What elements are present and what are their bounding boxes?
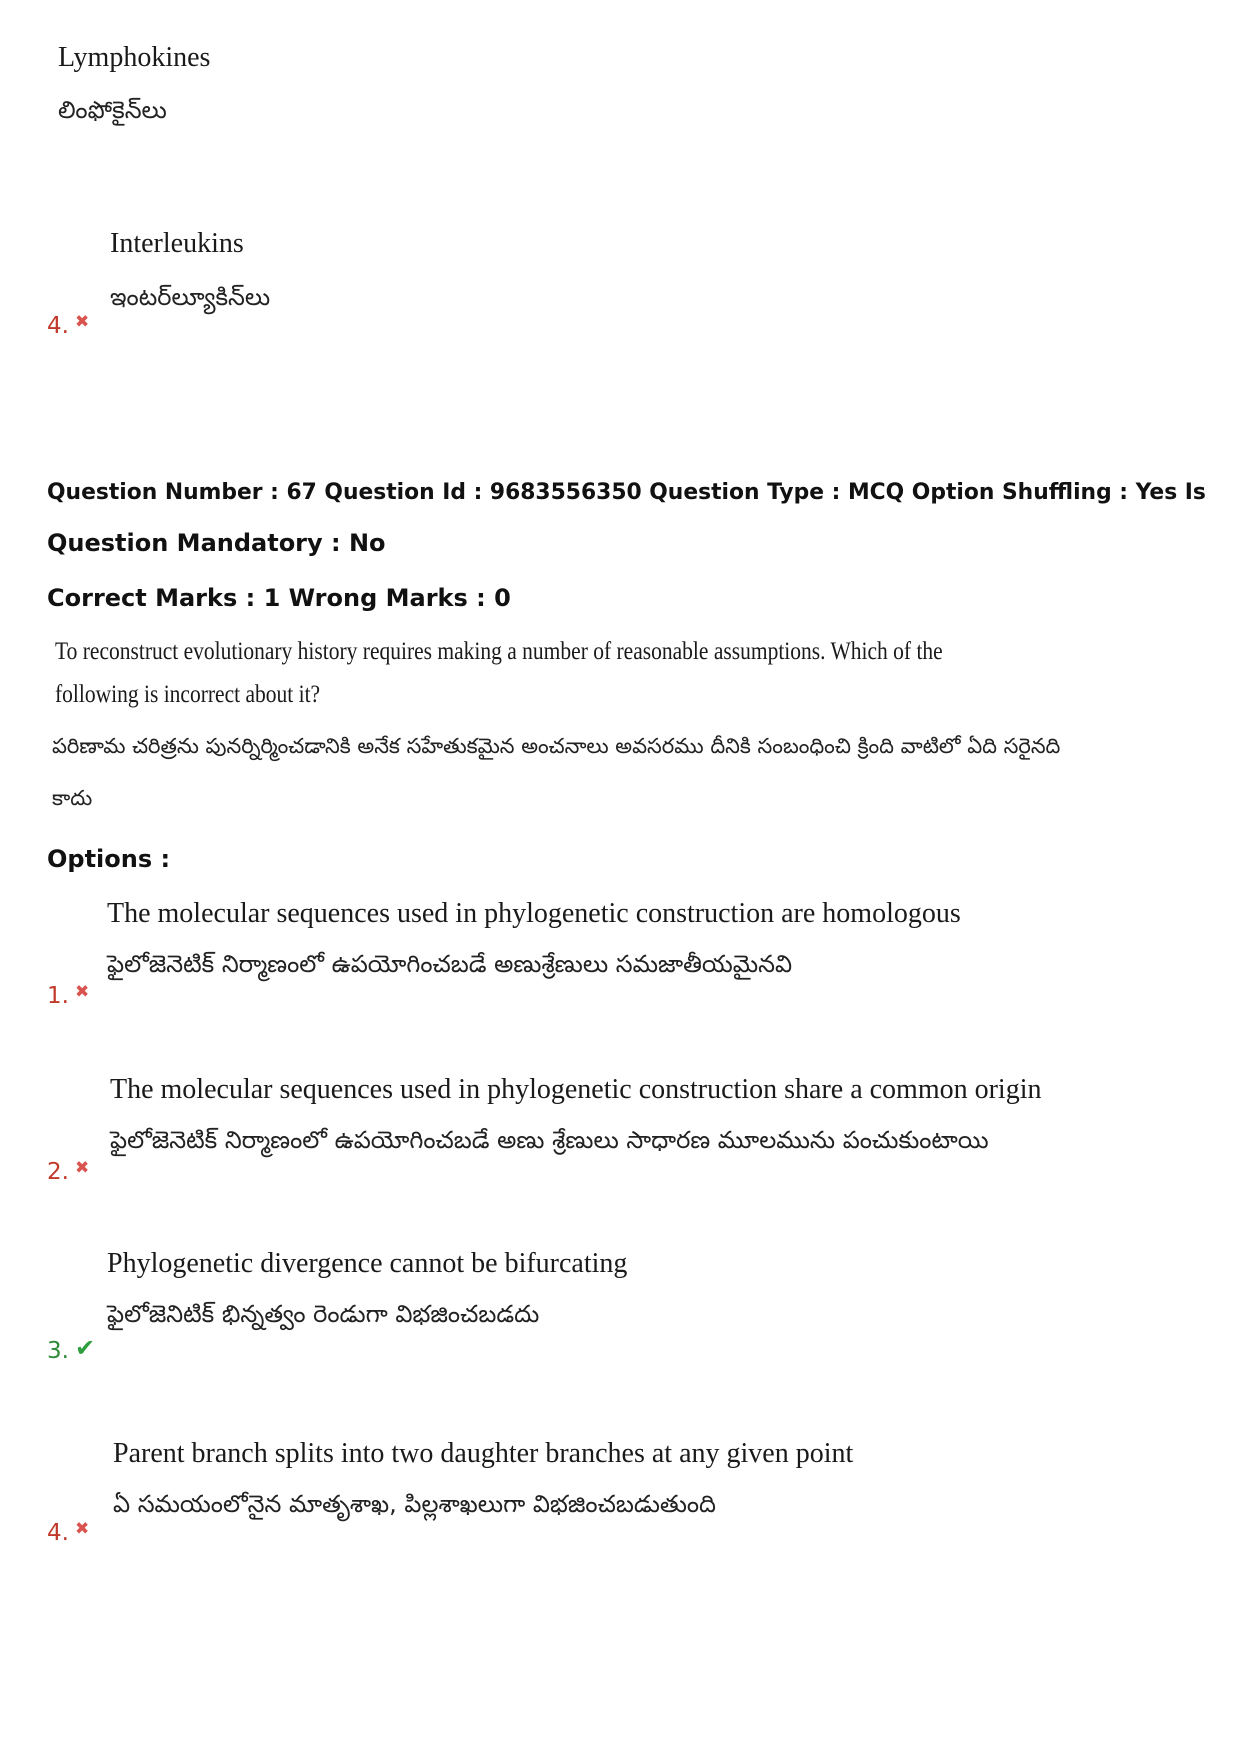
option-2-marker xyxy=(47,1158,89,1185)
prev-option4-number: 4. xyxy=(47,313,69,339)
option-4-number: 4. xyxy=(47,1520,69,1546)
option-3-english: Phylogenetic divergence cannot be bifurcating xyxy=(107,1248,628,1279)
option-2-telugu: ఫైలోజెనెటిక్ నిర్మాణంలో ఉపయోగించబడే అణు శ్రేణులు సాధారణ మూలమును పంచుకుంటాయి xyxy=(110,1126,989,1154)
question-text-te-line1: పరిణామ చరిత్రను పునర్నిర్మించడానికి అనేక సహేతుకమైన అంచనాలు అవసరము దీనికి సంబంధించి క్రింది వాటిలో ఏది సరైనది xyxy=(52,734,1061,758)
question-marks: Correct Marks : 1 Wrong Marks : 0 xyxy=(47,584,511,612)
prev-option4-telugu: ఇంటర్‌ల్యూకిన్‌లు xyxy=(110,283,271,311)
prev-option4-marker xyxy=(47,312,89,339)
prev-option4-english: Interleukins xyxy=(110,228,244,259)
option-3-number: 3. xyxy=(47,1338,69,1364)
question-text-en-line1: To reconstruct evolutionary history requires making a number of reasonable assumptions. Which of the xyxy=(55,638,943,665)
option-1-marker xyxy=(47,982,89,1009)
cross-icon: ✖ xyxy=(74,1519,90,1539)
option-4-marker xyxy=(47,1519,89,1546)
option-3-telugu: ఫైలోజెనిటిక్ భిన్నత్వం రెండుగా విభజించబడదు xyxy=(107,1300,540,1328)
option-3-marker xyxy=(47,1334,95,1364)
options-label: Options : xyxy=(47,845,171,873)
question-text-te-line2: కాదు xyxy=(52,786,93,810)
option-4-english: Parent branch splits into two daughter branches at any given point xyxy=(113,1438,854,1469)
check-icon: ✔ xyxy=(74,1334,96,1362)
option-1-telugu: ఫైలోజెనెటిక్ నిర్మాణంలో ఉపయోగించబడే అణుశ్రేణులు సమజాతీయమైనవి xyxy=(107,950,793,978)
prev-option3-english: Lymphokines xyxy=(58,42,211,73)
option-2-number: 2. xyxy=(47,1159,69,1185)
cross-icon: ✖ xyxy=(74,312,90,332)
cross-icon: ✖ xyxy=(74,1158,90,1178)
option-2-english: The molecular sequences used in phylogenetic construction share a common origin xyxy=(110,1074,1042,1105)
prev-option3-telugu: లింఫోకైన్‌లు xyxy=(58,96,167,124)
question-text-en-line2: following is incorrect about it? xyxy=(55,681,321,708)
option-1-number: 1. xyxy=(47,983,69,1009)
option-4-telugu: ఏ సమయంలోనైన మాతృశాఖ, పిల్లశాఖలుగా విభజించబడుతుంది xyxy=(113,1490,716,1518)
question-header-line1: Question Number : 67 Question Id : 9683556350 Question Type : MCQ Option Shuffling : Yes Is xyxy=(47,480,1206,505)
option-1-english: The molecular sequences used in phylogenetic construction are homologous xyxy=(107,898,961,929)
question-header-line2: Question Mandatory : No xyxy=(47,529,386,557)
cross-icon: ✖ xyxy=(74,982,90,1002)
